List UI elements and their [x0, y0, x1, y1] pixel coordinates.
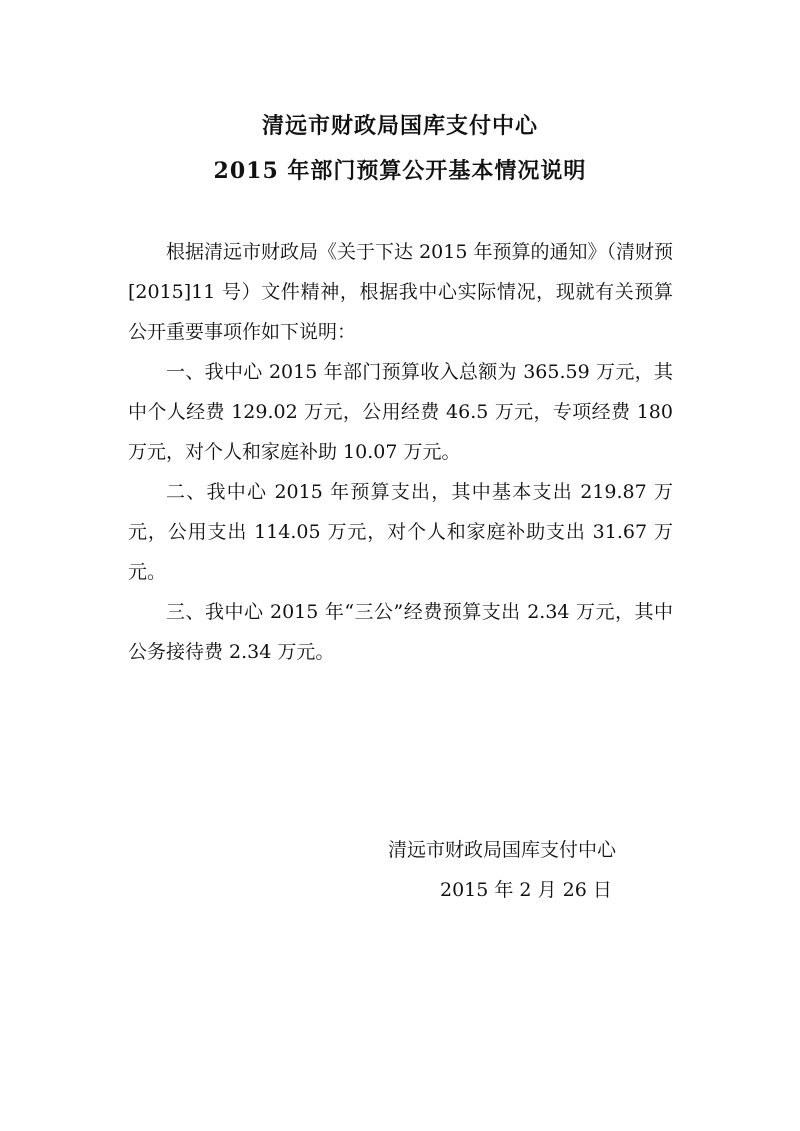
paragraph-item-3: 三、我中心 2015 年“三公”经费预算支出 2.34 万元，其中公务接待费 2.34 万元。	[128, 601, 673, 663]
paragraph-item-2: 二、我中心 2015 年预算支出，其中基本支出 219.87 万元，公用支出 114.05 万元，对个人和家庭补助支出 31.67 万元。	[128, 481, 673, 583]
signature-block	[388, 830, 688, 910]
document-title-line-2: 2015 年部门预算公开基本情况说明	[213, 158, 587, 184]
document-title-line-1: 清远市财政局国库支付中心	[261, 113, 538, 139]
signature-date: 2015 年 2 月 26 日	[440, 879, 612, 901]
paragraph-item-1: 一、我中心 2015 年部门预算收入总额为 365.59 万元，其中个人经费 129.02 万元，公用经费 46.5 万元，专项经费 180 万元，对个人和家庭补助 10.07 万元。	[128, 361, 673, 463]
document-body	[128, 232, 673, 672]
signature-organization: 清远市财政局国库支付中心	[388, 839, 617, 861]
paragraph-intro: 根据清远市财政局《关于下达 2015 年预算的通知》（清财预[2015]11 号）文件精神，根据我中心实际情况，现就有关预算公开重要事项作如下说明：	[128, 241, 673, 343]
